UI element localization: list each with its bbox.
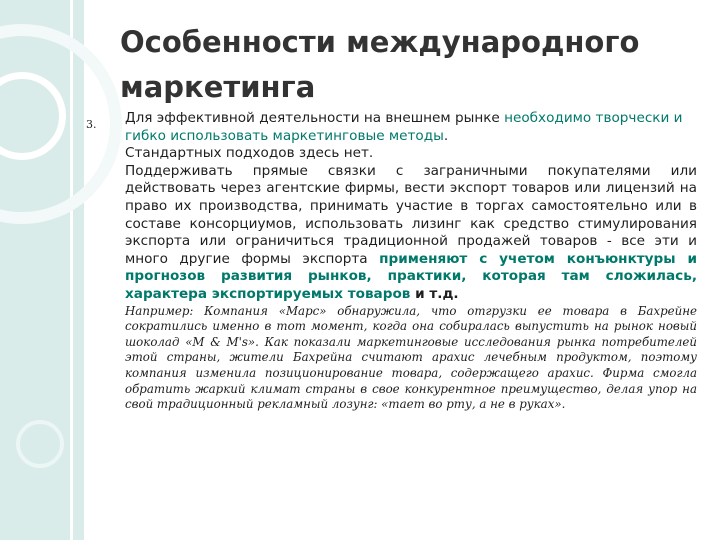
example-paragraph: Например: Компания «Марс» обнаружила, что отгрузки ее товара в Бахрейне сократились именно в тот момент, когда она собиралась выпустить на рынок новый шоколад «M & M's». Как показали маркетинговые исследования рынка потребителей этой страны, жители Бахрейна считают арахис лечебным продуктом, поэтому компания изменила позиционирование товара, содержащего арахис. Фирма смогла обратить жаркий климат страны в свое конкурентное преимущество, делая упор на свой традиционный рекламный лозунг: «тает во рту, а не в руках». bbox=[125, 303, 697, 412]
decorative-ring-bottom bbox=[16, 420, 64, 468]
paragraph-no-standard: Стандартных подходов здесь нет. bbox=[125, 145, 374, 162]
paragraph-export-forms bbox=[125, 163, 697, 304]
export-forms-text: Поддерживать прямые связки с заграничными покупателями или действовать через агентские фирмы, вести экспорт товаров или лицензий на право их производства, принимать участие в торгах самостоятельно или в составе консорциумов, использовать лизинг как средство стимулирования экспорта или ограничиться традиционной продажей товаров - все эти и много другие формы экспорта bbox=[125, 162, 697, 267]
export-forms-accent: применяют с учетом конъюнктуры и прогнозов развития рынков, практики, которая там сложилась, характера экспортируемых товаров bbox=[125, 250, 697, 302]
intro-text: Для эффективной деятельности на внешнем рынке bbox=[125, 110, 505, 126]
export-forms-end: и т.д. bbox=[410, 285, 459, 302]
intro-end: . bbox=[443, 127, 449, 144]
slide-body bbox=[125, 110, 697, 413]
paragraph-intro bbox=[125, 110, 697, 145]
slide-title: Особенности международного маркетинга bbox=[120, 25, 640, 104]
intro-accent-text: необходимо творчески и гибко использовать маркетинговые методы bbox=[125, 110, 683, 144]
list-item-number: 3. bbox=[86, 118, 97, 131]
